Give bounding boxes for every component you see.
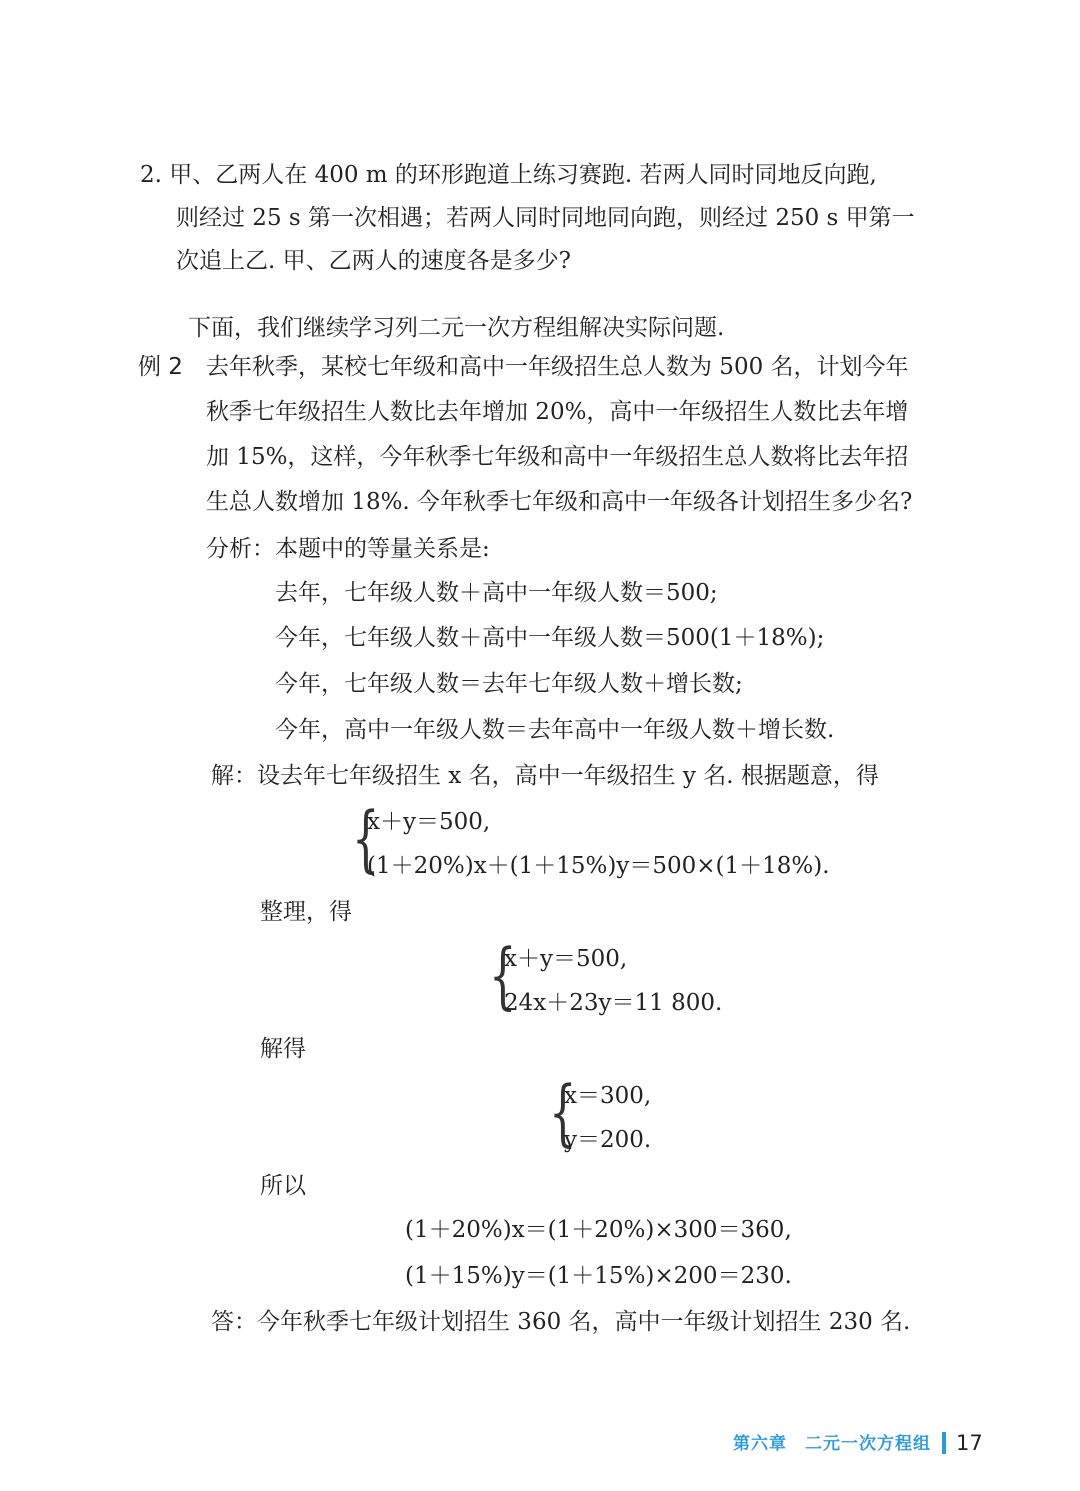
result-line-1: (1＋20%)x＝(1＋20%)×300＝360, bbox=[405, 1217, 792, 1243]
system-2-brace: { bbox=[489, 933, 517, 1017]
example-2-label: 例 2 bbox=[138, 354, 183, 380]
solve-label: 解得 bbox=[260, 1036, 306, 1062]
system-3-eq-2: y＝200. bbox=[564, 1127, 652, 1153]
analysis-relation-2: 今年，七年级人数＋高中一年级人数＝500(1＋18%); bbox=[275, 625, 825, 651]
simplify-label: 整理，得 bbox=[260, 899, 352, 925]
analysis-heading: 分析：本题中的等量关系是: bbox=[206, 536, 490, 562]
analysis-relation-1: 去年，七年级人数＋高中一年级人数＝500; bbox=[275, 580, 718, 606]
problem-2-line-3: 次追上乙. 甲、乙两人的速度各是多少? bbox=[176, 248, 571, 274]
intro-sentence: 下面，我们继续学习列二元一次方程组解决实际问题. bbox=[188, 315, 725, 341]
system-3-brace: { bbox=[549, 1070, 577, 1154]
footer-divider-bar bbox=[942, 1432, 946, 1454]
result-line-2: (1＋15%)y＝(1＋15%)×200＝230. bbox=[405, 1263, 792, 1289]
therefore-label: 所以 bbox=[260, 1173, 306, 1199]
analysis-relation-3: 今年，七年级人数＝去年七年级人数＋增长数; bbox=[275, 671, 743, 697]
system-1-eq-2: (1＋20%)x＋(1＋15%)y＝500×(1＋18%). bbox=[367, 853, 830, 879]
problem-2-line-1: 2. 甲、乙两人在 400 m 的环形跑道上练习赛跑. 若两人同时同地反向跑, bbox=[140, 162, 877, 188]
system-2-eq-2: 24x＋23y＝11 800. bbox=[504, 990, 723, 1016]
system-2-eq-1: x＋y＝500, bbox=[504, 946, 628, 972]
problem-2-line-2: 则经过 25 s 第一次相遇；若两人同时同地同向跑，则经过 250 s 甲第一 bbox=[176, 205, 915, 231]
example-2-line-1: 去年秋季，某校七年级和高中一年级招生总人数为 500 名，计划今年 bbox=[206, 354, 909, 380]
system-1-brace: { bbox=[352, 796, 380, 880]
solution-intro: 解：设去年七年级招生 x 名，高中一年级招生 y 名. 根据题意，得 bbox=[211, 763, 879, 789]
analysis-relation-4: 今年，高中一年级人数＝去年高中一年级人数＋增长数. bbox=[275, 717, 835, 743]
page-number: 17 bbox=[956, 1431, 983, 1455]
example-2-line-3: 加 15%，这样，今年秋季七年级和高中一年级招生总人数将比去年招 bbox=[206, 444, 909, 470]
example-2-line-4: 生总人数增加 18%. 今年秋季七年级和高中一年级各计划招生多少名? bbox=[206, 489, 913, 515]
answer-line: 答：今年秋季七年级计划招生 360 名，高中一年级计划招生 230 名. bbox=[211, 1309, 911, 1335]
system-3-eq-1: x＝300, bbox=[564, 1083, 652, 1109]
footer-chapter-title: 第六章 二元一次方程组 bbox=[733, 1434, 931, 1454]
example-2-line-2: 秋季七年级招生人数比去年增加 20%，高中一年级招生人数比去年增 bbox=[206, 399, 909, 425]
system-1-eq-1: x＋y＝500, bbox=[367, 809, 491, 835]
